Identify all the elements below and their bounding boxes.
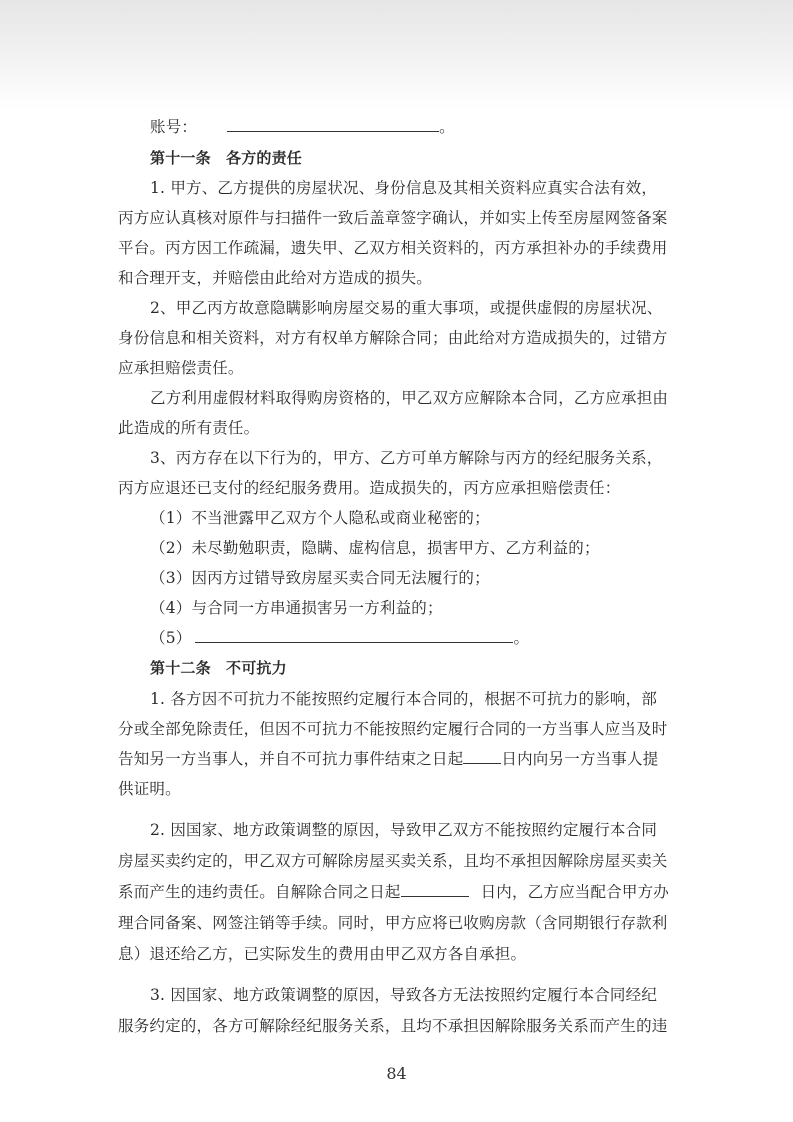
paragraph-line: 分或全部免除责任，但因不可抗力不能按照约定履行合同的一方当事人应当及时 [118, 720, 668, 738]
paragraph-line: 和合理开支，并赔偿由此给对方造成的损失。 [118, 269, 433, 287]
paragraph-line: 3、丙方存在以下行为的，甲方、乙方可单方解除与丙方的经纪服务关系， [150, 449, 663, 467]
account-blank[interactable] [227, 117, 439, 132]
item5-blank[interactable] [195, 628, 513, 643]
paragraph-line: 息）退还给乙方，已实际发生的费用由甲乙双方各自承担。 [118, 945, 527, 963]
paragraph-line: 乙方利用虚假材料取得购房资格的，甲乙双方应解除本合同，乙方应承担由 [150, 389, 669, 407]
paragraph-line: 2. 因国家、地方政策调整的原因，导致甲乙双方不能按照约定履行本合同 [150, 821, 658, 839]
article-11-heading: 第十一条 各方的责任 [150, 149, 303, 167]
days-blank[interactable] [463, 749, 501, 764]
paragraph-line: 1. 各方因不可抗力不能按照约定履行本合同的，根据不可抗力的影响，部 [150, 690, 658, 708]
list-item: （2）未尽勤勉职责，隐瞒、虚构信息，损害甲方、乙方利益的； [150, 539, 600, 557]
paragraph-line: 平台。丙方因工作疏漏，遗失甲、乙双方相关资料的，丙方承担补办的手续费用 [118, 239, 668, 257]
paragraph-line: 2、甲乙丙方故意隐瞒影响房屋交易的重大事项，或提供虚假的房屋状况、 [150, 299, 663, 317]
days-blank[interactable] [401, 882, 469, 897]
list-item: （3）因丙方过错导致房屋买卖合同无法履行的； [150, 569, 490, 587]
list-item: （5） 。 [150, 629, 530, 647]
paragraph-line: 系而产生的违约责任。自解除合同之日起 日内，乙方应当配合甲方办 [118, 883, 670, 901]
paragraph-line: 房屋买卖约定的，甲乙双方可解除房屋买卖关系，且均不承担因解除房屋买卖关 [118, 852, 668, 870]
paragraph-line: 1. 甲方、乙方提供的房屋状况、身份信息及其相关资料应真实合法有效， [150, 179, 658, 197]
paragraph-line: 供证明。 [118, 780, 181, 798]
paragraph-line: 理合同备案、网签注销等手续。同时，甲方应将已收购房款（含同期银行存款利 [118, 914, 668, 932]
list-item: （1）不当泄露甲乙双方个人隐私或商业秘密的； [150, 509, 490, 527]
paragraph-line: 丙方应退还已支付的经纪服务费用。造成损失的，丙方应承担赔偿责任： [118, 479, 621, 497]
article-12-heading: 第十二条 不可抗力 [150, 659, 287, 677]
paragraph-line: 此造成的所有责任。 [118, 419, 260, 437]
paragraph-line: 身份信息和相关资料，对方有权单方解除合同；由此给对方造成损失的，过错方 [118, 329, 668, 347]
paragraph-line: 应承担赔偿责任。 [118, 359, 244, 377]
account-label: 账号： [150, 118, 198, 136]
list-item: （4）与合同一方串通损害另一方利益的； [150, 599, 443, 617]
paragraph-line: 3. 因国家、地方政策调整的原因，导致各方无法按照约定履行本合同经纪 [150, 986, 658, 1004]
account-line: 账号： 。 [150, 118, 455, 136]
paragraph-line: 丙方应认真核对原件与扫描件一致后盖章签字确认，并如实上传至房屋网签备案 [118, 209, 668, 227]
paragraph-line: 告知另一方当事人，并自不可抗力事件结束之日起 日内向另一方当事人提 [118, 750, 659, 768]
page-number: 84 [386, 1064, 407, 1083]
paragraph-line: 服务约定的，各方可解除经纪服务关系，且均不承担因解除服务关系而产生的违 [118, 1017, 668, 1035]
